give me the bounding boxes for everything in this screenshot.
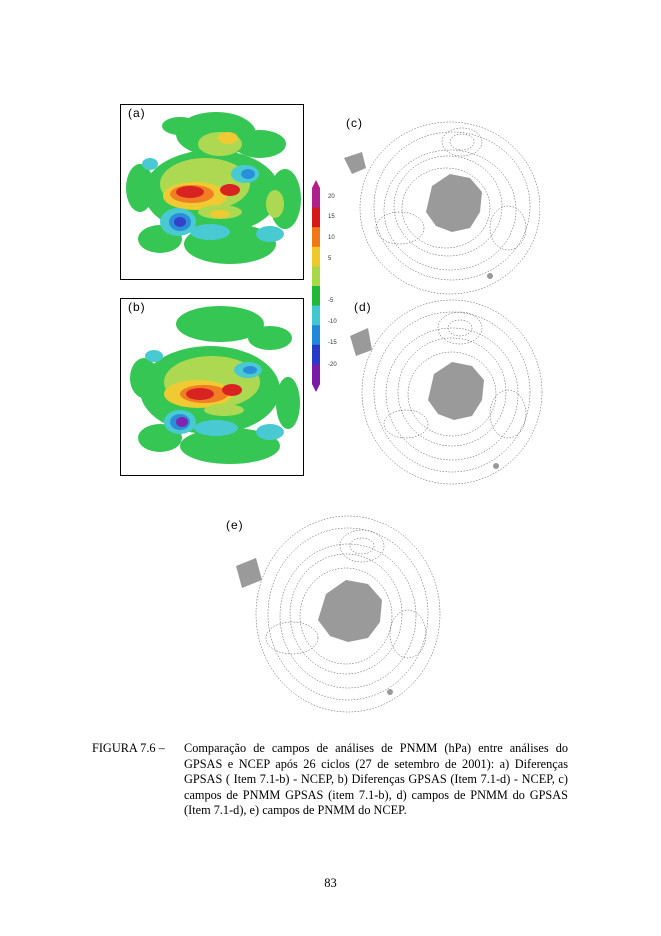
figure-caption-text: Comparação de campos de análises de PNMM (hPa) entre análises do GPSAS e NCEP após 26 ciclos (27 de setembro de 2001): a) Diferenças GPSAS ( Item 7.1-b) - NCEP, b) Diferenças GPSAS (Item 7.1-d) - NCEP, c) campos de PNMM GPSAS (item 7.1-b), d) campos de PNMM do GPSAS (Item 7.1-d), e) campos de PNMM do NCEP. <box>184 741 568 817</box>
colorbar-segment <box>312 227 320 247</box>
colorbar-bottom-arrow <box>312 384 320 392</box>
panel-a-difference-map <box>120 104 304 280</box>
difference-map-b-image <box>120 298 304 476</box>
panel-b-difference-map <box>120 298 304 476</box>
colorbar-tick-1: 20 <box>328 194 335 200</box>
colorbar-segment <box>312 306 320 326</box>
isobar-map-e-image <box>222 508 442 716</box>
colorbar-segment <box>312 188 320 208</box>
colorbar-segment <box>312 364 320 384</box>
panel-a-label: (a) <box>128 106 146 120</box>
panel-b-label: (b) <box>128 300 146 314</box>
panel-e-isobar-map <box>222 508 442 716</box>
colorbar-tick-3: 10 <box>328 235 335 241</box>
colorbar-segment <box>312 208 320 228</box>
page-number: 83 <box>324 876 337 890</box>
colorbar-segment <box>312 266 320 286</box>
isobar-map-c-image <box>340 108 540 300</box>
colorbar-tick-5: -5 <box>328 298 334 304</box>
figure-caption <box>92 741 570 819</box>
colorbar-scale <box>308 180 328 392</box>
difference-map-a-image <box>120 104 304 280</box>
panel-d-label: (d) <box>354 300 372 314</box>
colorbar-tick-6: -10 <box>328 319 337 325</box>
colorbar-top-arrow <box>312 180 320 188</box>
colorbar-tick-7: -15 <box>328 340 337 346</box>
colorbar-segment <box>312 286 320 306</box>
panel-d-isobar-map <box>348 294 544 490</box>
colorbar-tick-2: 15 <box>328 214 335 220</box>
colorbar-segment <box>312 247 320 267</box>
isobar-map-d-image <box>348 294 544 490</box>
colorbar-tick-8: -20 <box>328 362 337 368</box>
colorbar-tick-4: 5 <box>328 256 332 262</box>
panel-c-label: (c) <box>346 116 363 130</box>
figure-caption-lead: FIGURA 7.6 – <box>92 741 165 755</box>
colorbar-segment <box>312 345 320 365</box>
panel-e-label: (e) <box>226 518 244 532</box>
colorbar-segment <box>312 325 320 345</box>
panel-c-isobar-map <box>340 108 540 300</box>
